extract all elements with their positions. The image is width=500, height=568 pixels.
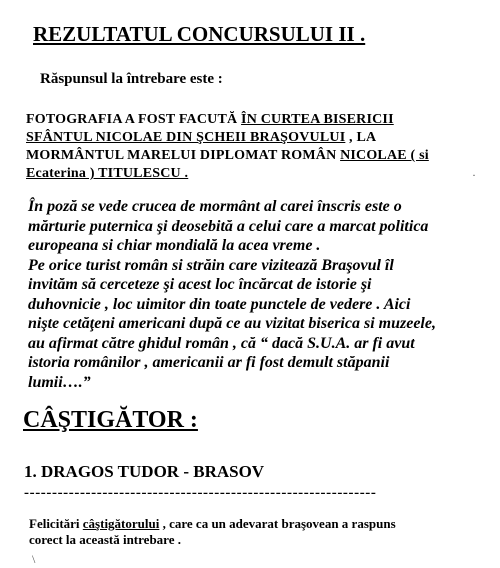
answer-line-3 <box>26 147 429 165</box>
story-line: invităm să cerceteze şi acest loc încărcat de istorie şi <box>28 276 372 293</box>
scan-mark: \ <box>32 552 36 566</box>
answer-underlined-text: ÎN CURTEA BISERICII <box>241 112 394 127</box>
question-line: Răspunsul la întrebare este : <box>40 71 223 87</box>
story-line: istoria românilor , americanii ar fi fost demult stăpanii <box>28 354 390 371</box>
answer-line-4 <box>26 165 429 183</box>
story-line: duhovnicie , loc uimitor din toate punctele de vedere . Aici <box>28 295 411 313</box>
story-line: lumii….” <box>28 373 91 391</box>
story-line: Pe orice turist român si străin care vizitează Braşovul îl <box>28 256 394 274</box>
answer-paragraph <box>26 111 429 183</box>
page-title: REZULTATUL CONCURSULUI II . <box>33 22 366 46</box>
story-line: nişte cetăţeni americani după ce au vizitat biserica si muzeele, <box>28 315 436 332</box>
answer-line-1 <box>26 111 429 129</box>
story-line: au afirmat către ghidul român , că “ dacă S.U.A. ar fi avut <box>28 334 415 352</box>
congrats-line-1 <box>29 516 396 532</box>
story-line: În poză se vede crucea de mormânt al carei înscris este o <box>28 198 402 215</box>
story-line: europeana si chiar mondială la acea vreme . <box>28 237 321 254</box>
congrats-text: , care ca un adevarat braşovean a raspuns <box>159 516 396 531</box>
story-paragraph <box>28 197 436 392</box>
answer-text: , LA <box>345 130 377 145</box>
congrats-line-2: corect la această intrebare . <box>29 532 181 547</box>
story-line: mărturie puternica şi deosebită a celui care a marcat politica <box>28 217 429 235</box>
congrats-text: Felicitări <box>29 516 83 531</box>
separator-line: --------------------------------------------------------------- <box>24 485 377 501</box>
answer-underlined-text: SFÂNTUL NICOLAE DIN ŞCHEII BRAŞOVULUI <box>26 130 346 145</box>
winner-name: 1. DRAGOS TUDOR - BRASOV <box>24 462 265 481</box>
scan-speck: · <box>472 168 476 182</box>
congrats-underlined-text: câştigătorului <box>82 516 160 531</box>
answer-underlined-text: NICOLAE ( si <box>340 148 429 163</box>
answer-text: FOTOGRAFIA A FOST FACUTĂ <box>26 112 242 127</box>
answer-underlined-text: Ecaterina ) TITULESCU . <box>26 166 189 181</box>
congrats-paragraph <box>29 516 396 548</box>
answer-text: MORMÂNTUL MARELUI DIPLOMAT ROMÂN <box>26 148 341 163</box>
answer-line-2 <box>26 129 429 147</box>
winner-heading: CÂŞTIGĂTOR : <box>23 407 198 433</box>
